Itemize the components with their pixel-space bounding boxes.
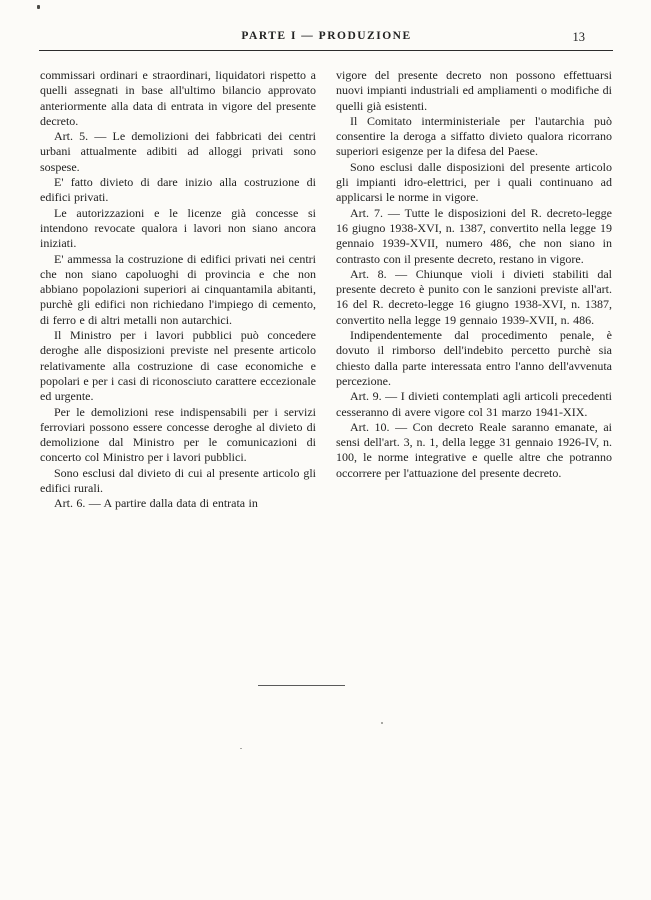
scan-speck [240, 748, 242, 749]
scan-speck [381, 722, 383, 724]
paragraph: Sono esclusi dal divieto di cui al presente articolo gli edifici rurali. [40, 465, 316, 496]
paragraph-continuation: commissari ordinari e straordinari, liquidatori rispetto a quelli assegnati in base all'ultimo bilancio approvato anteriormente alla data di entrata in vigore del presente decreto. [40, 68, 316, 128]
left-column [40, 68, 316, 512]
page-number: 13 [572, 30, 585, 44]
paragraph: E' fatto divieto di dare inizio alla costruzione di edifici privati. [40, 175, 316, 205]
scan-artifact [37, 5, 40, 9]
paragraph-art-5: Art. 5. — Le demolizioni dei fabbricati dei centri urbani attualmente adibiti ad alloggi privati sono sospese. [40, 129, 316, 174]
paragraph: E' ammessa la costruzione di edifici privati nei centri che non siano capoluoghi di provincia e che non abbiano popolazioni superiori ai cinquantamila abitanti, purchè gli edifici non richiedano l'impiego di cemento, di ferro e di altri metalli non autarchici. [40, 251, 316, 327]
paragraph: Indipendentemente dal procedimento penale, è dovuto il rimborso dell'indebito percetto purchè sia chiesto dalla parte interessata entro l'anno dell'avvenuta percezione. [336, 328, 612, 388]
paragraph: Il Comitato interministeriale per l'autarchia può consentire la deroga a siffatto divieto qualora ricorrano superiori esigenze per la difesa del Paese. [336, 113, 612, 159]
paragraph: Per le demolizioni rese indispensabili per i servizi ferroviari possono essere concesse deroghe al divieto di demolizione dal Ministro per le comunicazioni di concerto col Ministro per i lavori pubblici. [40, 404, 316, 465]
page-header [40, 30, 613, 48]
paragraph-art-10: Art. 10. — Con decreto Reale saranno emanate, ai sensi dell'art. 3, n. 1, della legge 31 gennaio 1926-IV, n. 100, le norme integrative e quelle altre che potranno occorrere per l'attuazione del presente decreto. [336, 419, 612, 480]
paragraph-art-6: Art. 6. — A partire dalla data di entrata in [54, 496, 258, 511]
paragraph-continuation: vigore del presente decreto non possono effettuarsi nuovi impianti industriali ed ampliamenti o modifiche di quelli già esistenti. [336, 68, 612, 113]
section-divider [258, 685, 345, 686]
paragraph: Le autorizzazioni e le licenze già concesse si intendono revocate qualora i lavori non siano ancora iniziati. [40, 205, 316, 251]
paragraph-art-9: Art. 9. — I divieti contemplati agli articoli precedenti cesseranno di avere vigore col 31 marzo 1941-XIX. [336, 389, 612, 419]
section-title: PARTE I — PRODUZIONE [241, 30, 412, 42]
paragraph-art-7: Art. 7. — Tutte le disposizioni del R. decreto-legge 16 giugno 1938-XVI, n. 1387, convertito nella legge 19 gennaio 1939-XVII, numero 486, che non siano in contrasto con il presente decreto, restano in vigore. [336, 205, 612, 266]
paragraph: Sono esclusi dalle disposizioni del presente articolo gli impianti idro-elettrici, per i quali continuano ad applicarsi le norme in vigore. [336, 159, 612, 205]
paragraph: Il Ministro per i lavori pubblici può concedere deroghe alle disposizioni previste nel presente articolo relativamente alla costruzione di case economiche e popolari e per i casi di riconosciuto carattere eccezionale ed urgente. [40, 328, 316, 404]
paragraph-art-8: Art. 8. — Chiunque violi i divieti stabiliti dal presente decreto è punito con le sanzioni previste all'art. 16 del R. decreto-legge 16 giugno 1938-XVI, n. 1387, convertito nella legge 19 gennaio 1939-XVII, n. 486. [336, 266, 612, 327]
header-rule [39, 50, 613, 51]
text-columns [40, 68, 612, 512]
right-column [336, 68, 612, 512]
